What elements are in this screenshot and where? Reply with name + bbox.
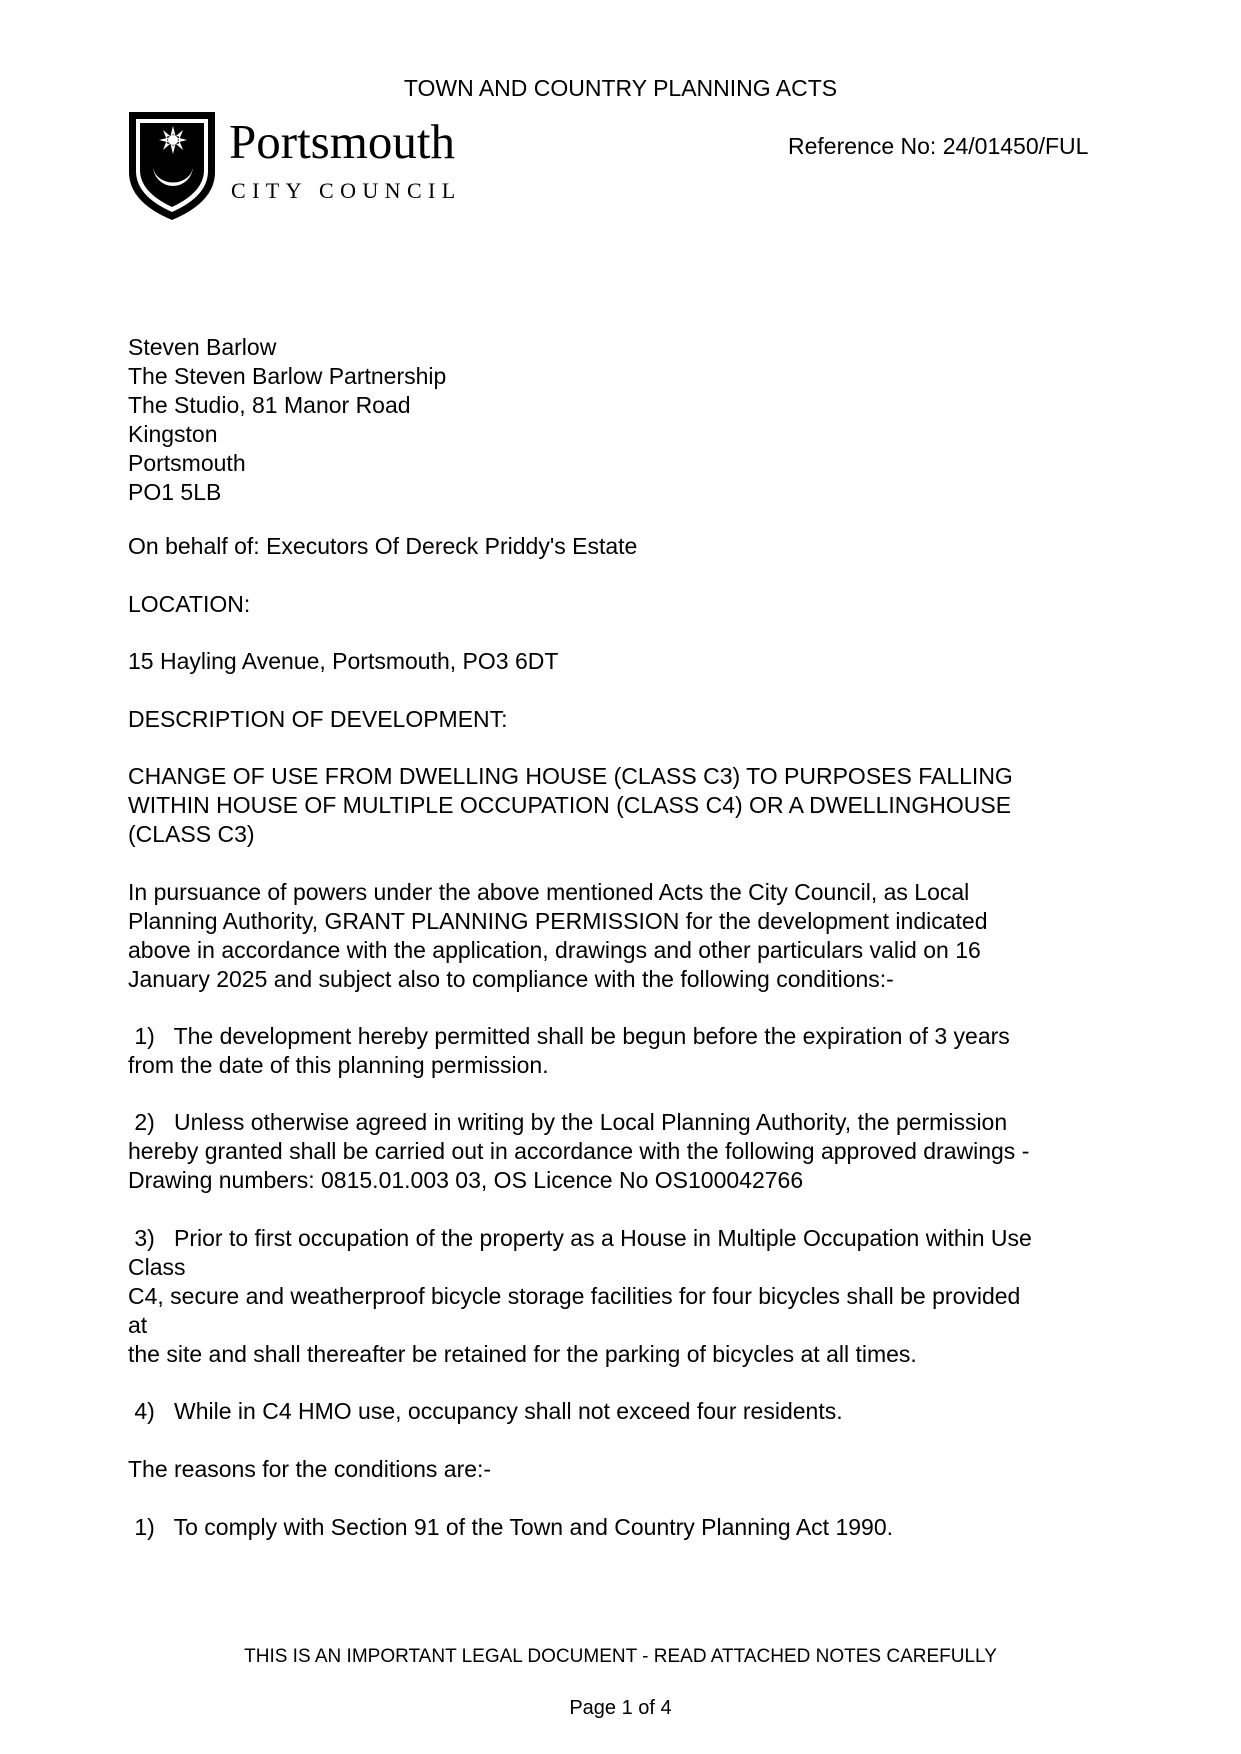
description-line: (CLASS C3) bbox=[128, 821, 255, 847]
address-line: The Studio, 81 Manor Road bbox=[128, 392, 411, 418]
condition-line: 2) Unless otherwise agreed in writing by the Local Planning Authority, the permission bbox=[128, 1109, 1008, 1135]
page-number: Page 1 of 4 bbox=[569, 1697, 672, 1719]
pursuance-line: In pursuance of powers under the above mentioned Acts the City Council, as Local bbox=[128, 879, 970, 905]
condition-4 bbox=[128, 1397, 843, 1426]
condition-line: the site and shall thereafter be retained for the parking of bicycles at all times. bbox=[128, 1341, 917, 1367]
condition-3 bbox=[128, 1224, 1032, 1369]
address-line: Steven Barlow bbox=[128, 334, 277, 360]
reasons-label: The reasons for the conditions are:- bbox=[128, 1456, 492, 1482]
pursuance-paragraph bbox=[128, 878, 987, 994]
condition-line: at bbox=[128, 1312, 148, 1338]
description-line: WITHIN HOUSE OF MULTIPLE OCCUPATION (CLASS C4) OR A DWELLINGHOUSE bbox=[128, 792, 1012, 818]
legal-notice: THIS IS AN IMPORTANT LEGAL DOCUMENT - READ ATTACHED NOTES CAREFULLY bbox=[244, 1646, 997, 1667]
pursuance-line: Planning Authority, GRANT PLANNING PERMISSION for the development indicated bbox=[128, 908, 988, 934]
condition-line: Class bbox=[128, 1254, 186, 1280]
recipient-address bbox=[128, 333, 446, 507]
location-label: LOCATION: bbox=[128, 591, 251, 617]
condition-1 bbox=[128, 1022, 1010, 1080]
council-logo bbox=[127, 110, 507, 222]
address-line: Kingston bbox=[128, 421, 218, 447]
condition-line: Drawing numbers: 0815.01.003 03, OS Licence No OS100042766 bbox=[128, 1167, 804, 1193]
logo-name: Portsmouth bbox=[229, 114, 455, 169]
address-line: The Steven Barlow Partnership bbox=[128, 363, 447, 389]
condition-line: 3) Prior to first occupation of the property as a House in Multiple Occupation within Use bbox=[128, 1225, 1032, 1251]
reference-number: Reference No: 24/01450/FUL bbox=[788, 133, 1089, 159]
reason-1: 1) To comply with Section 91 of the Town and Country Planning Act 1990. bbox=[128, 1514, 893, 1540]
condition-line: hereby granted shall be carried out in accordance with the following approved drawings - bbox=[128, 1138, 1030, 1164]
on-behalf-of: On behalf of: Executors Of Dereck Priddy's Estate bbox=[128, 533, 638, 559]
logo-subtitle: CITY COUNCIL bbox=[231, 178, 462, 203]
council-crest-icon bbox=[127, 110, 507, 222]
location-value: 15 Hayling Avenue, Portsmouth, PO3 6DT bbox=[128, 648, 559, 674]
condition-line: 1) The development hereby permitted shall be begun before the expiration of 3 years bbox=[128, 1023, 1010, 1049]
address-line: Portsmouth bbox=[128, 450, 246, 476]
description-label: DESCRIPTION OF DEVELOPMENT: bbox=[128, 706, 508, 732]
document-header-title: TOWN AND COUNTRY PLANNING ACTS bbox=[403, 75, 838, 101]
condition-line: from the date of this planning permission. bbox=[128, 1052, 549, 1078]
condition-line: C4, secure and weatherproof bicycle storage facilities for four bicycles shall be provided bbox=[128, 1283, 1021, 1309]
pursuance-line: January 2025 and subject also to compliance with the following conditions:- bbox=[128, 966, 894, 992]
description-text bbox=[128, 762, 1013, 849]
pursuance-line: above in accordance with the application, drawings and other particulars valid on 16 bbox=[128, 937, 981, 963]
condition-line: 4) While in C4 HMO use, occupancy shall not exceed four residents. bbox=[128, 1398, 843, 1424]
condition-2 bbox=[128, 1108, 1029, 1195]
description-line: CHANGE OF USE FROM DWELLING HOUSE (CLASS C3) TO PURPOSES FALLING bbox=[128, 763, 1013, 789]
address-line: PO1 5LB bbox=[128, 479, 222, 505]
